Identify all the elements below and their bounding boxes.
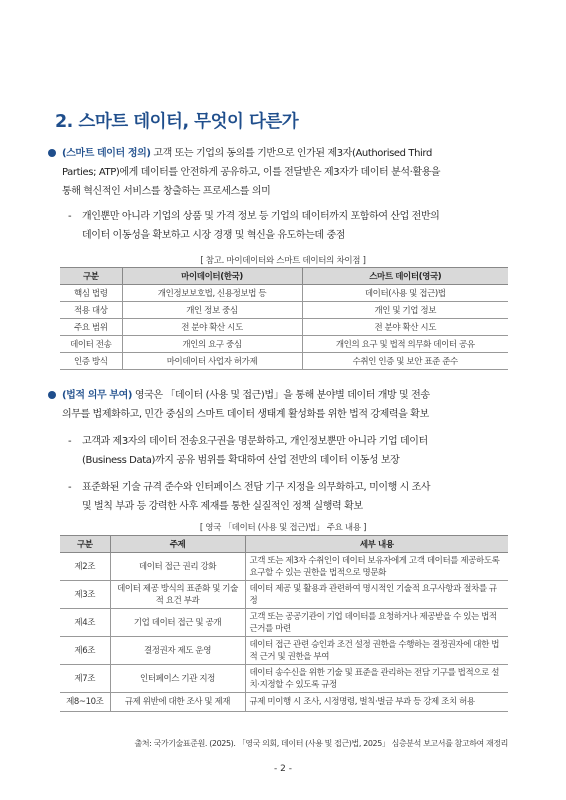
table-row	[60, 319, 508, 336]
mydata-vs-smartdata-table	[60, 267, 508, 370]
table-header-row	[60, 536, 508, 553]
table-cell: 인터페이스 기관 지정	[110, 665, 245, 693]
bullet-label: (법적 의무 부여)	[62, 390, 133, 401]
table-header-cell: 주제	[110, 536, 245, 553]
dash-line: 표준화된 기술 규격 준수와 인터페이스 전담 기구 지정을 의무화하고, 미이행 시 조사	[82, 482, 431, 493]
bullet-legal-obligation	[62, 386, 520, 424]
table-cell: 제8~10조	[60, 693, 110, 712]
table-cell: 개인의 요구 및 법적 의무화 데이터 공유	[302, 336, 508, 353]
table-cell: 주요 범위	[60, 319, 122, 336]
dash-marker: -	[68, 211, 72, 222]
table-cell: 데이터 제공 및 활용과 관련하여 명시적인 기술적 요구사항과 절차를 규정	[245, 581, 508, 609]
table-cell: 데이터 접근 관련 승인과 조건 설정 권한을 수행하는 결정권자에 대한 법적 근거 및 권한을 부여	[245, 637, 508, 665]
table-cell: 고객 또는 제3자 수취인이 데이터 보유자에게 고객 데이터를 제공하도록 요구할 수 있는 권한을 법적으로 명문화	[245, 553, 508, 581]
table-row	[60, 336, 508, 353]
table-cell: 데이터(사용 및 접근)법	[302, 285, 508, 302]
table-cell: 개인의 요구 중심	[122, 336, 302, 353]
table-row	[60, 581, 508, 609]
bullet-dot-icon	[48, 391, 56, 399]
dash-line: (Business Data)까지 공유 범위를 확대하여 산업 전반의 데이터 이동성 보장	[82, 455, 400, 466]
section-heading: 2. 스마트 데이터, 무엇이 다른가	[55, 112, 299, 132]
table-cell: 결정권자 제도 운영	[110, 637, 245, 665]
table-cell: 적용 대상	[60, 302, 122, 319]
dash-marker: -	[68, 436, 72, 447]
table-row	[60, 302, 508, 319]
table-cell: 개인정보보호법, 신용정보법 등	[122, 285, 302, 302]
table-cell: 핵심 법령	[60, 285, 122, 302]
table2-caption: [ 영국 「데이터 (사용 및 접근)법」 주요 내용 ]	[199, 523, 367, 533]
table-cell: 수취인 인증 및 보안 표준 준수	[302, 353, 508, 370]
dash-line: 개인뿐만 아니라 기업의 상품 및 가격 정보 등 기업의 데이터까지 포함하여 산업 전반의	[82, 211, 440, 222]
table-row	[60, 609, 508, 637]
table-header-cell: 세부 내용	[245, 536, 508, 553]
table-header-row	[60, 268, 508, 285]
table-cell: 데이터 제공 방식의 표준화 및 기술적 요건 부과	[110, 581, 245, 609]
table-cell: 데이터 접근 권리 강화	[110, 553, 245, 581]
bullet-line: (스마트 데이터 정의) 고객 또는 기업의 동의를 기반으로 인가된 제3자(Authorised Third	[62, 148, 432, 159]
table-header-cell: 마이데이터(한국)	[122, 268, 302, 285]
uk-data-act-table	[60, 535, 508, 712]
table-cell: 규제 미이행 시 조사, 시정명령, 벌칙·벌금 부과 등 강제 조치 허용	[245, 693, 508, 712]
table-cell: 마이데이터 사업자 허가제	[122, 353, 302, 370]
bullet-line: 통해 혁신적인 서비스를 창출하는 프로세스를 의미	[62, 186, 271, 197]
table-cell: 규제 위반에 대한 조사 및 제재	[110, 693, 245, 712]
table1-caption: [ 참고. 마이데이터와 스마트 데이터의 차이점 ]	[200, 256, 366, 266]
table-row	[60, 665, 508, 693]
table-cell: 제7조	[60, 665, 110, 693]
bullet-line: 의무를 법제화하고, 민간 중심의 스마트 데이터 생태계 활성화를 위한 법적 강제력을 확보	[62, 409, 429, 420]
bullet-line: Parties; ATP)에게 데이터를 안전하게 공유하고, 이를 전달받은 제3자가 데이터 분석·활용을	[62, 167, 441, 178]
table-cell: 데이터 송수신을 위한 기술 및 표준을 관리하는 전담 기구를 법적으로 설치·지정할 수 있도록 규정	[245, 665, 508, 693]
table-cell: 제4조	[60, 609, 110, 637]
table-row	[60, 637, 508, 665]
dash-item-standards-enforcement	[68, 478, 522, 516]
table-cell: 제2조	[60, 553, 110, 581]
table-cell: 데이터 전송	[60, 336, 122, 353]
dash-marker: -	[68, 482, 72, 493]
bullet-line: (법적 의무 부여) 영국은 「데이터 (사용 및 접근)법」을 통해 분야별 데이터 개방 및 전송	[62, 390, 430, 401]
table-row	[60, 285, 508, 302]
table-cell: 제3조	[60, 581, 110, 609]
bullet-label: (스마트 데이터 정의)	[62, 148, 151, 159]
table-cell: 인증 방식	[60, 353, 122, 370]
bullet-dot-icon	[48, 149, 56, 157]
dash-item-transfer-right	[68, 432, 522, 470]
table-cell: 제6조	[60, 637, 110, 665]
dash-item-data-mobility	[68, 207, 522, 245]
source-note: 출처: 국가기술표준원. (2025). 「영국 의회, 데이터 (사용 및 접근)법, 2025」 심층분석 보고서를 참고하여 재정리	[134, 739, 508, 748]
table-row	[60, 553, 508, 581]
page-number: - 2 -	[274, 764, 292, 774]
dash-line: 데이터 이동성을 확보하고 시장 경쟁 및 혁신을 유도하는데 중점	[82, 230, 345, 241]
table-cell: 고객 또는 공공기관이 기업 데이터를 요청하거나 제공받을 수 있는 법적 근거를 마련	[245, 609, 508, 637]
dash-line: 고객과 제3자의 데이터 전송요구권을 명문화하고, 개인정보뿐만 아니라 기업 데이터	[82, 436, 428, 447]
table-cell: 전 분야 확산 시도	[122, 319, 302, 336]
table-header-cell: 스마트 데이터(영국)	[302, 268, 508, 285]
table-header-cell: 구분	[60, 536, 110, 553]
table-row	[60, 693, 508, 712]
table-cell: 전 분야 확산 시도	[302, 319, 508, 336]
bullet-smart-data-definition	[62, 144, 520, 201]
table-header-cell: 구분	[60, 268, 122, 285]
table-cell: 개인 정보 중심	[122, 302, 302, 319]
table-row	[60, 353, 508, 370]
table-cell: 개인 및 기업 정보	[302, 302, 508, 319]
dash-line: 및 벌칙 부과 등 강력한 사후 제재를 통한 실질적인 정책 실행력 확보	[82, 501, 363, 512]
table-cell: 기업 데이터 접근 및 공개	[110, 609, 245, 637]
